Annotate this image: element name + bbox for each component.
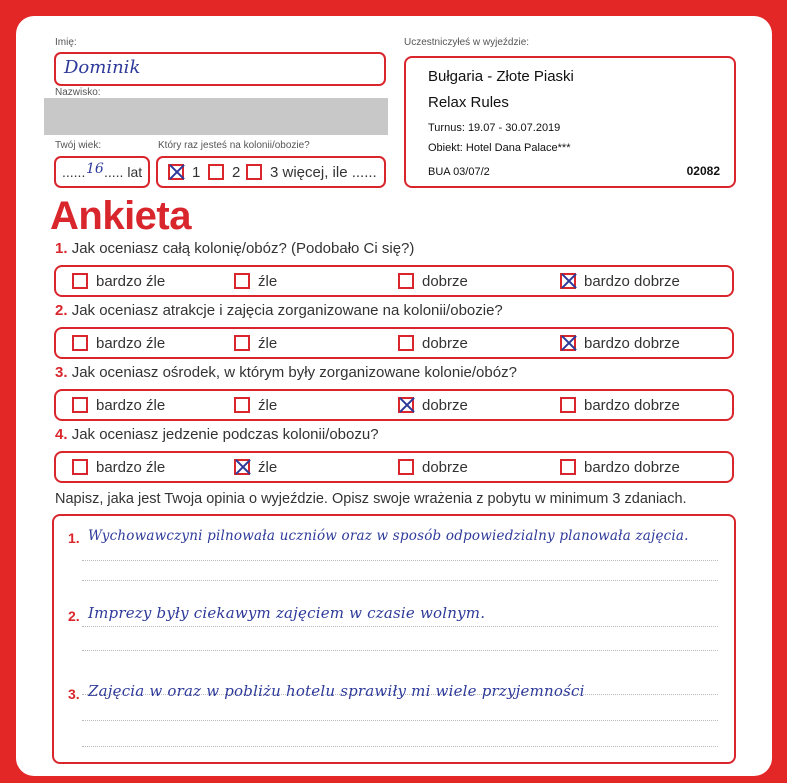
question-text: Jak oceniasz ośrodek, w którym były zorganizowane kolonie/obóz? (71, 364, 517, 381)
visit-count-field (156, 156, 386, 188)
option-label: źle (258, 458, 278, 476)
option-bardzo-zle[interactable] (72, 333, 165, 353)
visit-option-3[interactable] (246, 162, 377, 182)
question-text: Jak oceniasz jedzenie podczas kolonii/obozu? (71, 426, 379, 443)
option-bardzo-dobrze[interactable] (560, 333, 680, 353)
option-label: bardzo dobrze (584, 272, 680, 290)
option-label: źle (258, 396, 278, 414)
option-zle[interactable] (234, 395, 277, 415)
checkbox-icon[interactable] (560, 273, 576, 289)
trip-destination: Bułgaria - Złote Piaski (428, 68, 574, 85)
answer-number: 1. (68, 530, 80, 546)
checkbox-icon[interactable] (398, 335, 414, 351)
answer-row-3 (54, 389, 734, 421)
option-zle[interactable] (234, 333, 277, 353)
option-label: źle (258, 272, 278, 290)
trip-number: 02082 (686, 164, 720, 178)
option-label: bardzo źle (96, 334, 166, 352)
ruled-line (82, 650, 718, 651)
question-number: 3. (55, 364, 68, 381)
checkbox-icon[interactable] (560, 459, 576, 475)
age-field[interactable] (54, 156, 150, 188)
checkbox-icon[interactable] (72, 273, 88, 289)
answer-row-4 (54, 451, 734, 483)
checkbox-icon[interactable] (234, 273, 250, 289)
trip-info-box (404, 56, 736, 188)
trip-hotel: Obiekt: Hotel Dana Palace*** (428, 142, 571, 154)
option-label: bardzo źle (96, 272, 166, 290)
first-name-value: Dominik (64, 57, 141, 78)
visit-option-label: 3 więcej, ile ...... (270, 163, 377, 181)
option-bardzo-zle[interactable] (72, 271, 165, 291)
option-label: bardzo dobrze (584, 458, 680, 476)
checkbox-icon[interactable] (72, 459, 88, 475)
question-number: 4. (55, 426, 68, 443)
option-zle[interactable] (234, 271, 277, 291)
answer-text-3: Zajęcia w oraz w pobliżu hotelu sprawiły mi wiele przyjemności (88, 682, 585, 700)
option-label: bardzo dobrze (584, 396, 680, 414)
option-label: bardzo dobrze (584, 334, 680, 352)
checkbox-icon[interactable] (72, 397, 88, 413)
checkbox-icon[interactable] (246, 164, 262, 180)
question-text: Jak oceniasz atrakcje i zajęcia zorganizowane na kolonii/obozie? (71, 302, 503, 319)
visit-option-2[interactable] (208, 162, 240, 182)
trip-label: Uczestniczyłeś w wyjeździe: (404, 37, 530, 48)
option-label: dobrze (422, 272, 468, 290)
question-2 (55, 302, 503, 319)
option-bardzo-dobrze[interactable] (560, 395, 680, 415)
opinion-textarea[interactable] (52, 514, 736, 764)
answer-text-1: Wychowawczyni pilnowała uczniów oraz w sposób odpowiedzialny planowała zajęcia. (88, 528, 689, 544)
option-bardzo-dobrze[interactable] (560, 457, 680, 477)
answer-row-1 (54, 265, 734, 297)
page-title: Ankieta (50, 194, 191, 238)
option-bardzo-zle[interactable] (72, 395, 165, 415)
option-label: dobrze (422, 334, 468, 352)
option-dobrze[interactable] (398, 395, 468, 415)
age-suffix: ..... lat (104, 164, 143, 180)
answer-text-2: Imprezy były ciekawym zajęciem w czasie wolnym. (88, 604, 486, 622)
first-name-label: Imię: (55, 37, 77, 48)
checkbox-icon[interactable] (398, 397, 414, 413)
option-label: dobrze (422, 396, 468, 414)
question-number: 1. (55, 240, 68, 257)
option-label: bardzo źle (96, 396, 166, 414)
question-3 (55, 364, 517, 381)
question-number: 2. (55, 302, 68, 319)
last-name-redacted (44, 98, 388, 135)
age-label: Twój wiek: (55, 140, 102, 151)
option-label: źle (258, 334, 278, 352)
ruled-line (82, 560, 718, 561)
option-label: dobrze (422, 458, 468, 476)
option-dobrze[interactable] (398, 271, 468, 291)
option-bardzo-dobrze[interactable] (560, 271, 680, 291)
checkbox-icon[interactable] (234, 397, 250, 413)
option-zle[interactable] (234, 457, 277, 477)
visit-count-label: Który raz jesteś na kolonii/obozie? (158, 140, 310, 151)
ruled-line (82, 580, 718, 581)
option-label: bardzo źle (96, 458, 166, 476)
last-name-label: Nazwisko: (55, 87, 101, 98)
option-dobrze[interactable] (398, 457, 468, 477)
trip-code: BUA 03/07/2 (428, 166, 490, 178)
ruled-line (82, 746, 718, 747)
checkbox-icon[interactable] (398, 459, 414, 475)
checkbox-icon[interactable] (560, 397, 576, 413)
checkbox-icon[interactable] (560, 335, 576, 351)
first-name-field[interactable] (54, 52, 386, 86)
option-dobrze[interactable] (398, 333, 468, 353)
visit-option-label: 1 (192, 163, 201, 181)
trip-turnus: Turnus: 19.07 - 30.07.2019 (428, 122, 561, 134)
answer-number: 2. (68, 608, 80, 624)
checkbox-icon[interactable] (398, 273, 414, 289)
checkbox-icon[interactable] (72, 335, 88, 351)
question-1 (55, 240, 414, 257)
age-value: 16 (86, 161, 104, 177)
checkbox-icon[interactable] (208, 164, 224, 180)
visit-option-label: 2 (232, 163, 241, 181)
question-text: Jak oceniasz całą kolonię/obóz? (Podobało Ci się?) (71, 240, 415, 257)
checkbox-icon[interactable] (234, 335, 250, 351)
answer-row-2 (54, 327, 734, 359)
ruled-line (82, 720, 718, 721)
ruled-line (82, 626, 718, 627)
visit-option-1[interactable] (168, 162, 200, 182)
answer-number: 3. (68, 686, 80, 702)
age-prefix: ...... (62, 164, 86, 180)
option-bardzo-zle[interactable] (72, 457, 165, 477)
checkbox-icon[interactable] (168, 164, 184, 180)
trip-program: Relax Rules (428, 94, 509, 111)
checkbox-icon[interactable] (234, 459, 250, 475)
question-4 (55, 426, 379, 443)
opinion-prompt: Napisz, jaka jest Twoja opinia o wyjeździe. Opisz swoje wrażenia z pobytu w minimum 3 zdaniach. (55, 491, 687, 507)
